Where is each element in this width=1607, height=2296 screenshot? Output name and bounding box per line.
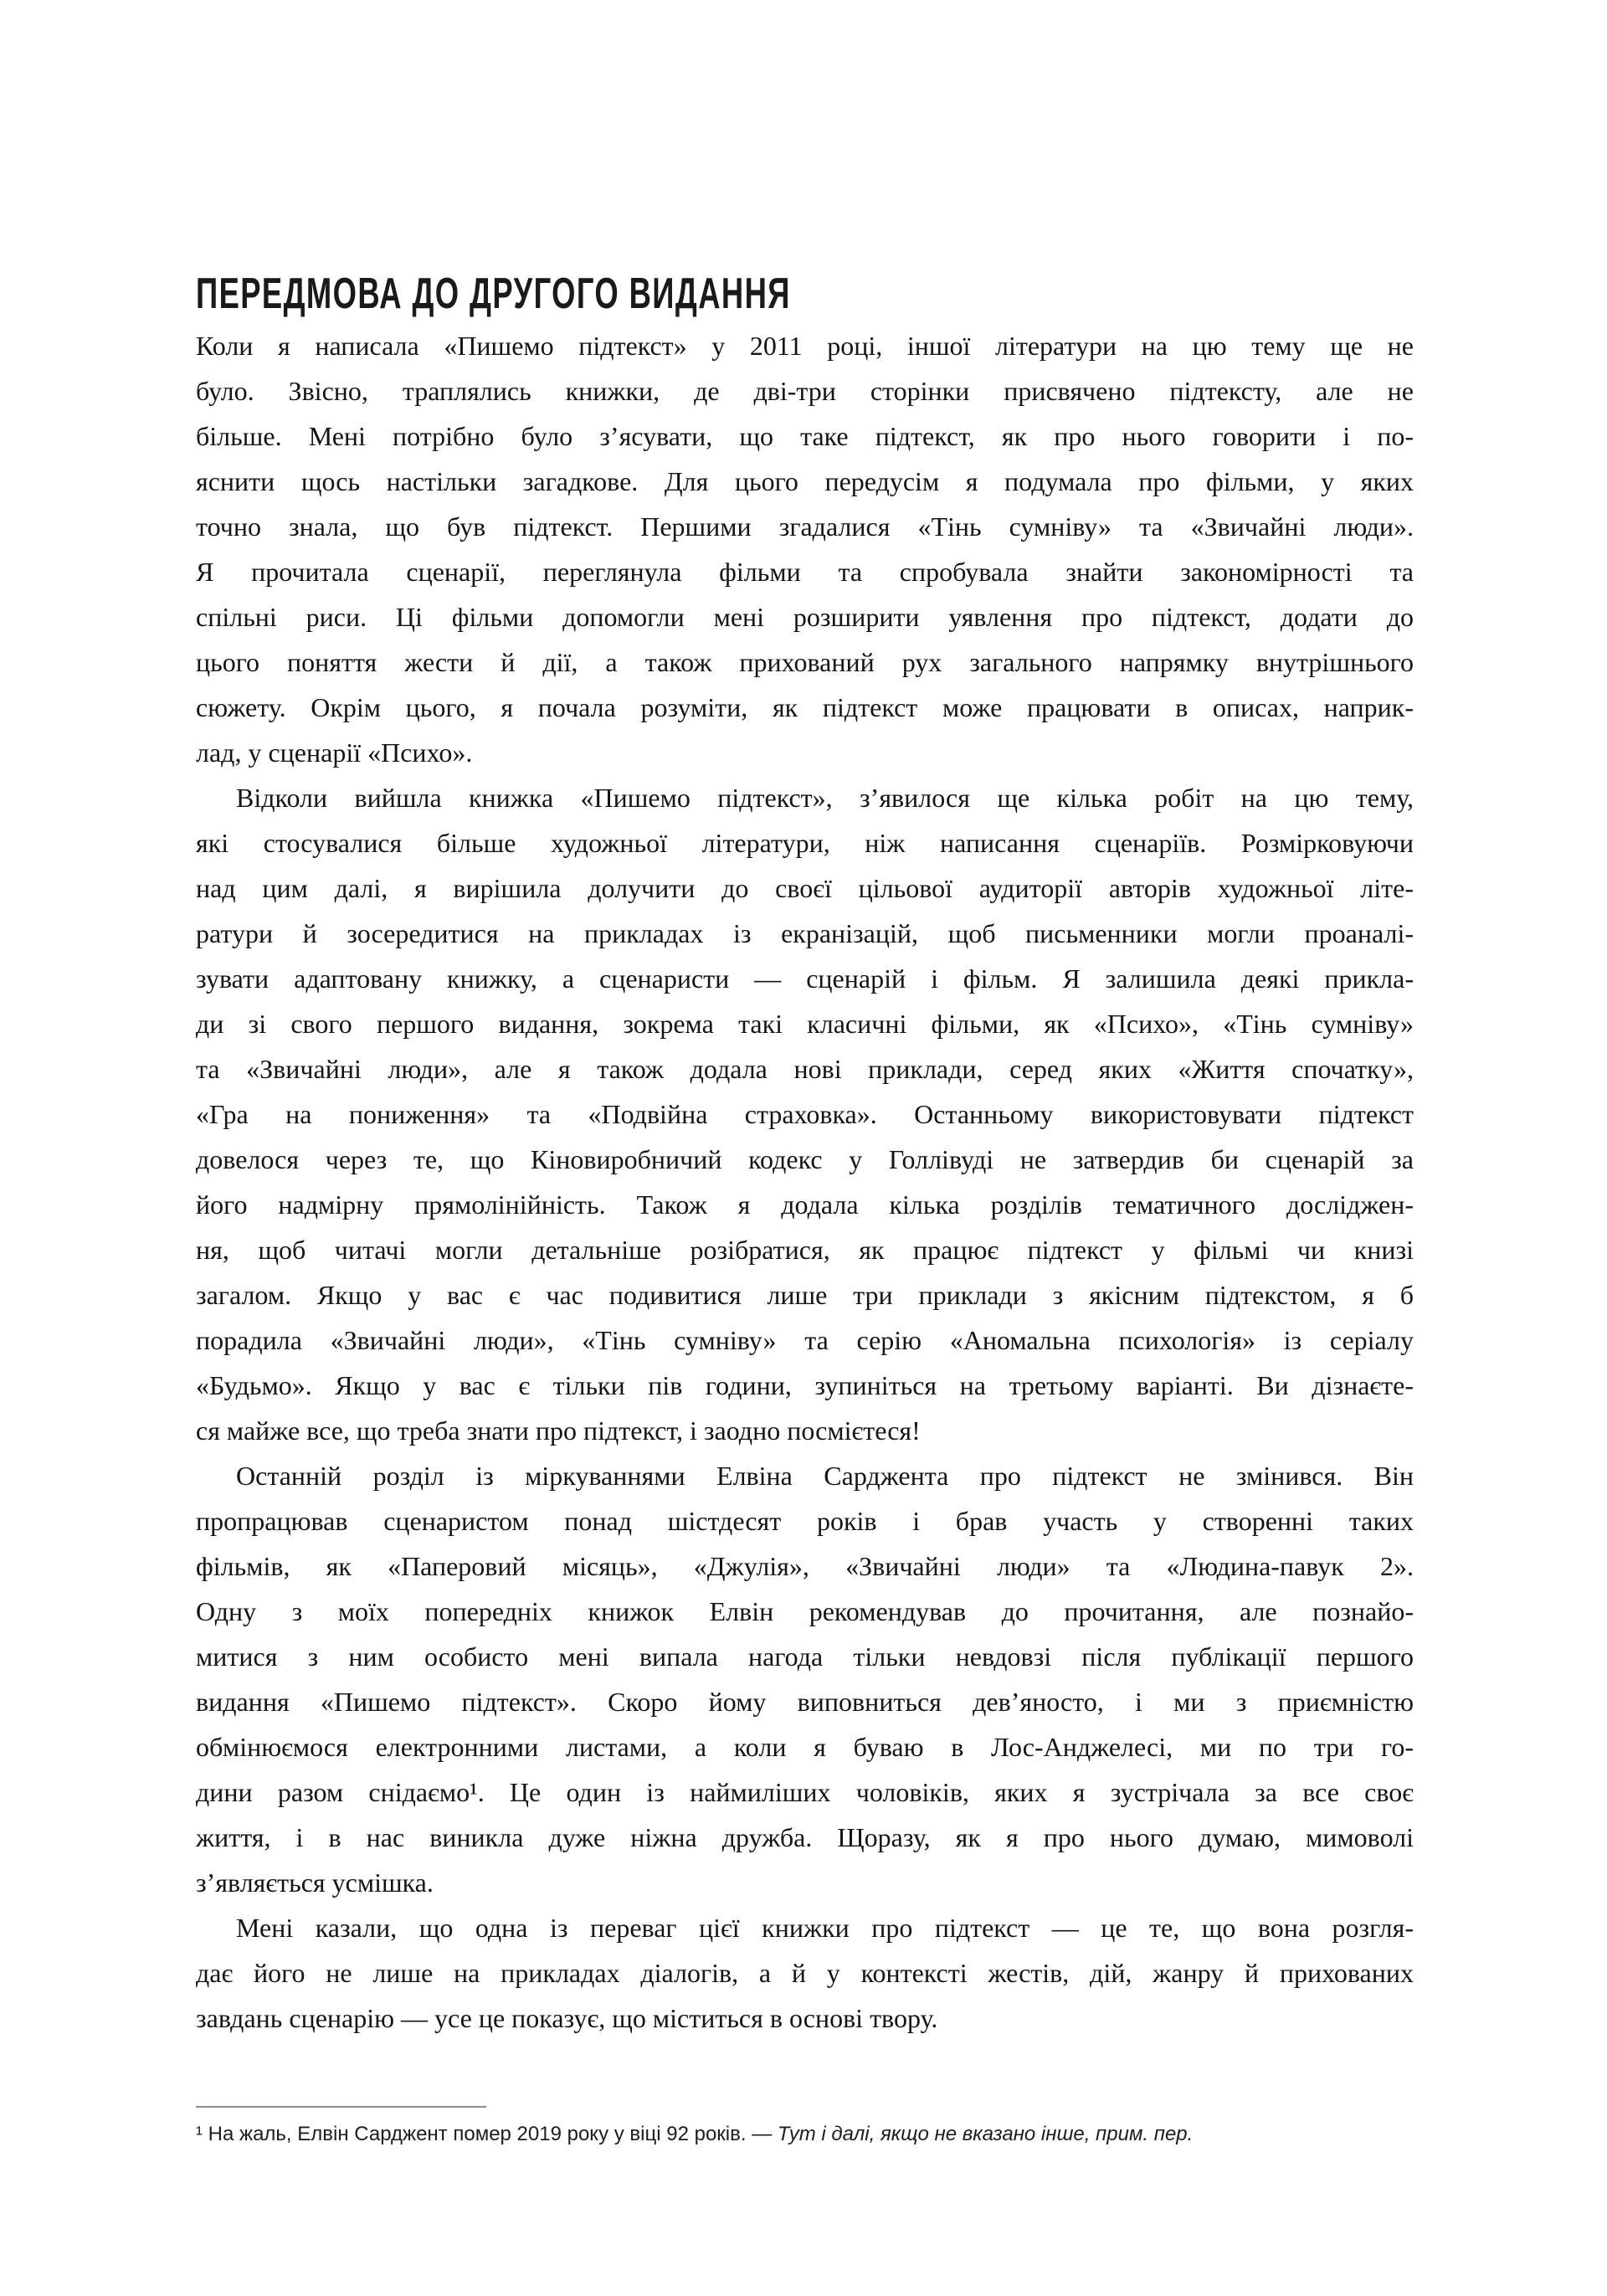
text-line: його надмірну прямолінійність. Також я додала кілька розділів тематичного досліджен- bbox=[196, 1189, 1414, 1220]
text-line: ня, щоб читачі могли детальніше розібратися, як працює підтекст у фільмі чи книзі bbox=[196, 1235, 1414, 1265]
text-line: загалом. Якщо у вас є час подивитися лише три приклади з якісним підтекстом, я б bbox=[196, 1280, 1414, 1310]
text-line: Я прочитала сценарії, переглянула фільми та спробувала знайти закономірності та bbox=[196, 557, 1414, 587]
text-line: життя, і в нас виникла дуже ніжна дружба. Щоразу, як я про нього думаю, мимоволі bbox=[196, 1822, 1414, 1852]
text-line: Одну з моїх попередніх книжок Елвін рекомендував до прочитання, але познайо- bbox=[196, 1596, 1414, 1626]
text-line: фільмів, як «Паперовий місяць», «Джулія», «Звичайні люди» та «Людина-павук 2». bbox=[196, 1551, 1414, 1581]
text-line: ди зі свого першого видання, зокрема такі класичні фільми, як «Психо», «Тінь сумніву» bbox=[196, 1009, 1414, 1039]
text-line: дини разом снідаємо¹. Це один із наймиліших чоловіків, яких я зустрічала за все своє bbox=[196, 1777, 1414, 1807]
text-line: довелося через те, що Кіновиробничий кодекс у Голлівуді не затвердив би сценарій за bbox=[196, 1144, 1414, 1174]
text-line: точно знала, що був підтекст. Першими згадалися «Тінь сумніву» та «Звичайні люди». bbox=[196, 511, 1414, 542]
text-line: ратури й зосередитися на прикладах із екранізацій, щоб письменники могли проаналі- bbox=[196, 918, 1414, 948]
page-title: ПЕРЕДМОВА ДО ДРУГОГО ВИДАННЯ bbox=[196, 269, 791, 318]
footnote-separator bbox=[196, 2106, 486, 2108]
text-line: «Гра на пониження» та «Подвійна страховка». Останньому використовувати підтекст bbox=[196, 1099, 1414, 1129]
text-line: зувати адаптовану книжку, а сценаристи — сценарій і фільм. Я залишила деякі прикла- bbox=[196, 963, 1414, 994]
text-line: спільні риси. Ці фільми допомогли мені розширити уявлення про підтекст, додати до bbox=[196, 602, 1414, 632]
text-line: яснити щось настільки загадкове. Для цього передусім я подумала про фільми, у яких bbox=[196, 466, 1414, 496]
text-line: порадила «Звичайні люди», «Тінь сумніву» та серію «Аномальна психологія» із серіалу bbox=[196, 1325, 1414, 1355]
text-line: над цим далі, я вирішила долучити до своєї цільової аудиторії авторів художньої літе- bbox=[196, 873, 1414, 903]
text-line: було. Звісно, траплялись книжки, де дві-три сторінки присвячено підтексту, але не bbox=[196, 376, 1414, 406]
text-line: сюжету. Окрім цього, я почала розуміти, як підтекст може працювати в описах, наприк- bbox=[196, 692, 1414, 722]
text-line: ся майже все, що треба знати про підтекст, і заодно посмієтеся! bbox=[196, 1415, 921, 1446]
text-line: Останній розділ із міркуваннями Елвіна Сарджента про підтекст не змінився. Він bbox=[236, 1461, 1414, 1491]
text-line: видання «Пишемо підтекст». Скоро йому виповниться дев’яносто, і ми з приємністю bbox=[196, 1687, 1414, 1717]
text-line: пропрацював сценаристом понад шістдесят років і брав участь у створенні таких bbox=[196, 1506, 1414, 1536]
text-line: Відколи вийшла книжка «Пишемо підтекст», з’явилося ще кілька робіт на цю тему, bbox=[236, 783, 1414, 813]
text-line: з’являється усмішка. bbox=[196, 1867, 434, 1898]
footnote-marker: ¹ bbox=[196, 2123, 203, 2145]
text-line: завдань сценарію — усе це показує, що міститься в основі твору. bbox=[196, 2003, 938, 2033]
text-line: та «Звичайні люди», але я також додала нові приклади, серед яких «Життя спочатку», bbox=[196, 1054, 1414, 1084]
text-line: Коли я написала «Пишемо підтекст» у 2011 році, іншої літератури на цю тему ще не bbox=[196, 331, 1414, 361]
text-line: цього поняття жести й дії, а також прихований рух загального напрямку внутрішнього bbox=[196, 647, 1414, 677]
text-line: митися з ним особисто мені випала нагода тільки невдовзі після публікації першого bbox=[196, 1641, 1414, 1672]
text-line: лад, у сценарії «Психо». bbox=[196, 737, 473, 768]
footnote-italic-text: Тут і далі, якщо не вказано інше, прим. пер. bbox=[777, 2123, 1194, 2145]
text-line: більше. Мені потрібно було з’ясувати, що таке підтекст, як про нього говорити і по- bbox=[196, 421, 1414, 451]
text-line: Мені казали, що одна із переваг цієї книжки про підтекст — це те, що вона розгля- bbox=[236, 1913, 1414, 1943]
text-line: обмінюємося електронними листами, а коли я буваю в Лос-Анджелесі, ми по три го- bbox=[196, 1732, 1414, 1762]
text-line: які стосувалися більше художньої літератури, ніж написання сценаріїв. Розмірковуючи bbox=[196, 828, 1414, 858]
footnote bbox=[196, 2121, 1414, 2148]
body-text bbox=[196, 323, 1414, 2041]
text-line: дає його не лише на прикладах діалогів, а й у контексті жестів, дій, жанру й прихованих bbox=[196, 1958, 1414, 1988]
footnote-text: На жаль, Елвін Сарджент помер 2019 року у віці 92 років. — bbox=[203, 2123, 778, 2145]
text-line: «Будьмо». Якщо у вас є тільки пів години, зупиніться на третьому варіанті. Ви дізнаєте- bbox=[196, 1370, 1414, 1400]
